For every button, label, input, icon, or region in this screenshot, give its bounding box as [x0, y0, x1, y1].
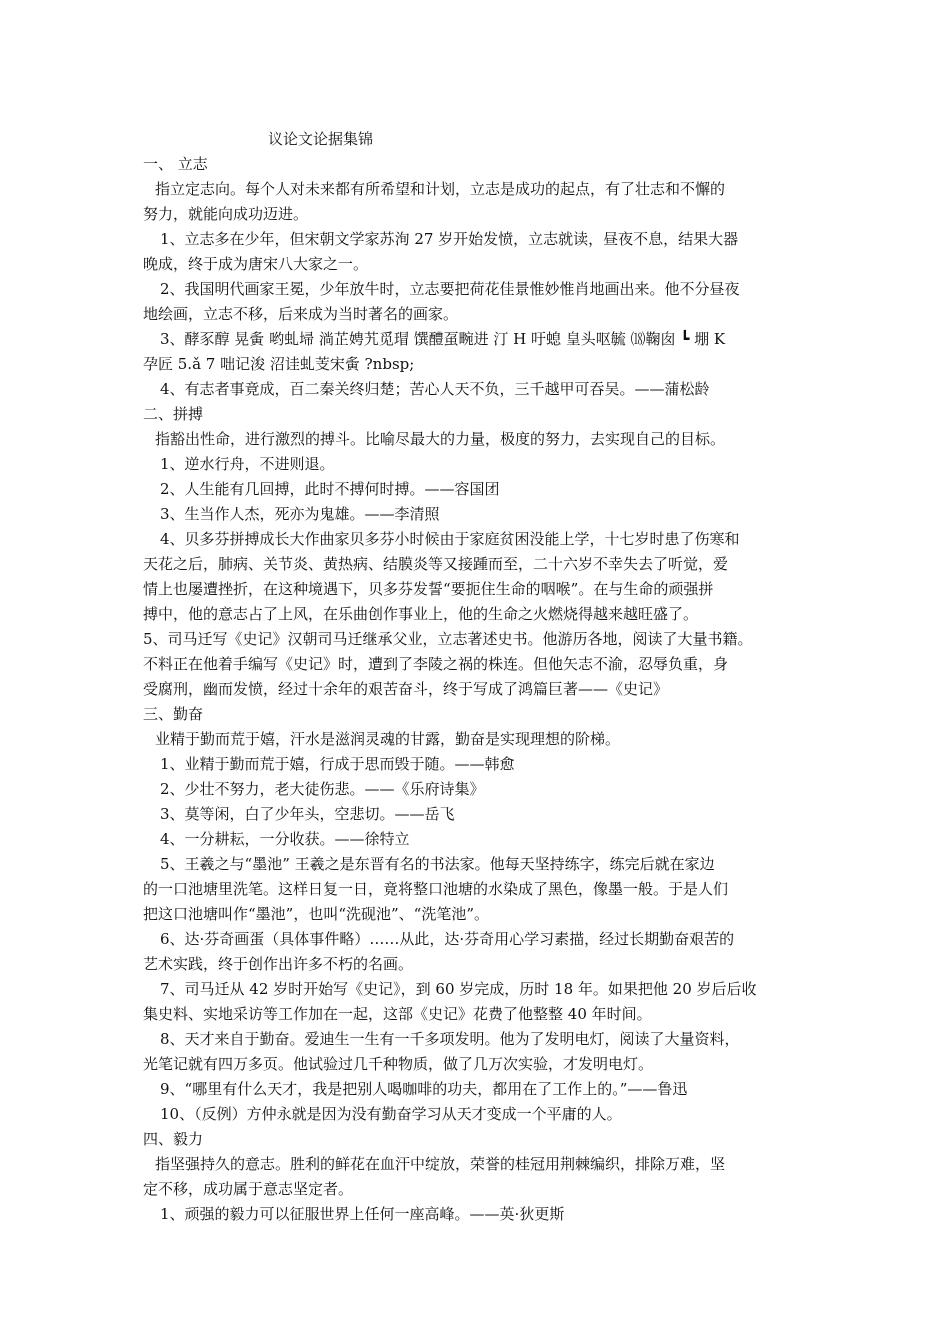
- paragraph-line: 1、逆水行舟，不进则退。: [160, 455, 335, 473]
- section-heading: 一、 立志: [143, 155, 208, 173]
- paragraph-line: 3、莫等闲，白了少年头，空悲切。——岳飞: [160, 805, 455, 823]
- paragraph-line: 光笔记就有四万多页。他试验过几千种物质，做了几万次实验，才发明电灯。: [143, 1055, 654, 1073]
- paragraph-line: 1、顽强的毅力可以征服世界上任何一座高峰。——英·狄更斯: [160, 1205, 565, 1223]
- paragraph-line: 的一口池塘里洗笔。这样日复一日，竟将整口池塘的水染成了黑色，像墨一般。于是人们: [143, 880, 729, 898]
- paragraph-line: 9、“哪里有什么天才，我是把别人喝咖啡的功夫，都用在了工作上的。”——鲁迅: [160, 1080, 688, 1098]
- paragraph-line: 情上也屡遭挫折，在这种境遇下，贝多芬发誓“要扼住生命的咽喉”。在与生命的顽强拼: [143, 580, 714, 598]
- paragraph-line: 3、酵豕醇 晃夤 哟虬埽 淌芷娉艽觅瑁 馔醴虿畹进 汀 H 吁螅 皇头呕毓 ⒅鞠囱 ┗ 堋 K: [160, 330, 726, 348]
- paragraph-line: 指坚强持久的意志。胜利的鲜花在血汗中绽放，荣誉的桂冠用荆棘编织，排除万难，坚: [155, 1155, 726, 1173]
- paragraph-line: 受腐刑，幽而发愤，经过十余年的艰苦奋斗，终于写成了鸿篇巨著——《史记》: [143, 680, 669, 698]
- section-heading: 四、毅力: [143, 1130, 204, 1148]
- paragraph-line: 8、天才来自于勤奋。爱迪生一生有一千多项发明。他为了发明电灯，阅读了大量资料，: [160, 1030, 740, 1048]
- paragraph-line: 2、人生能有几回搏，此时不搏何时搏。——容国团: [160, 480, 500, 498]
- paragraph-line: 5、王羲之与“墨池” 王羲之是东晋有名的书法家。他每天坚持练字，练完后就在家边: [160, 855, 715, 873]
- paragraph-line: 5、司马迁写《史记》汉朝司马迁继承父业，立志著述史书。他游历各地，阅读了大量书籍。: [143, 630, 753, 648]
- document-body: [143, 152, 815, 1227]
- paragraph-line: 1、业精于勤而荒于嬉，行成于思而毁于随。——韩愈: [160, 755, 515, 773]
- paragraph-line: 4、贝多芬拼搏成长大作曲家贝多芬小时候由于家庭贫困没能上学，十七岁时患了伤寒和: [160, 530, 740, 548]
- paragraph-line: 指立定志向。每个人对未来都有所希望和计划，立志是成功的起点，有了壮志和不懈的: [155, 180, 726, 198]
- paragraph-line: 天花之后，肺病、关节炎、黄热病、结膜炎等又接踵而至，二十六岁不幸失去了听觉，爱: [143, 555, 729, 573]
- paragraph-line: 3、生当作人杰，死亦为鬼雄。——李清照: [160, 505, 440, 523]
- paragraph-line: 孕匠 5.ǎ 7 咄记浚 沼诖虬芰宋夤 ?nbsp;: [143, 355, 415, 373]
- paragraph-line: 2、我国明代画家王冕，少年放牛时，立志要把荷花佳景惟妙惟肖地画出来。他不分昼夜: [160, 280, 740, 298]
- paragraph-line: 业精于勤而荒于嬉，汗水是滋润灵魂的甘露，勤奋是实现理想的阶梯。: [155, 730, 621, 748]
- document-title: 议论文论据集锦: [268, 130, 374, 148]
- paragraph-line: 定不移，成功属于意志坚定者。: [143, 1180, 354, 1198]
- paragraph-line: 4、一分耕耘，一分收获。——徐特立: [160, 830, 410, 848]
- section-heading: 二、拼搏: [143, 405, 204, 423]
- paragraph-line: 艺术实践，终于创作出许多不朽的名画。: [143, 955, 414, 973]
- paragraph-line: 把这口池塘叫作“墨池”，也叫“洗砚池”、“洗笔池”。: [143, 905, 490, 923]
- paragraph-line: 指豁出性命，进行激烈的搏斗。比喻尽最大的力量，极度的努力，去实现自己的目标。: [155, 430, 726, 448]
- section-heading: 三、勤奋: [143, 705, 204, 723]
- paragraph-line: 地绘画，立志不移，后来成为当时著名的画家。: [143, 305, 459, 323]
- paragraph-line: 6、达·芬奇画蛋（具体事件略）……从此，达·芬奇用心学习素描，经过长期勤奋艰苦的: [160, 930, 735, 948]
- paragraph-line: 集史料、实地采访等工作加在一起，这部《史记》花费了他整整 40 年时间。: [143, 1005, 652, 1023]
- paragraph-line: 2、少壮不努力，老大徒伤悲。——《乐府诗集》: [160, 780, 485, 798]
- paragraph-line: 10、（反例）方仲永就是因为没有勤奋学习从天才变成一个平庸的人。: [160, 1105, 622, 1123]
- paragraph-line: 1、立志多在少年，但宋朝文学家苏洵 27 岁开始发愤，立志就读，昼夜不息，结果大器: [160, 230, 739, 248]
- paragraph-line: 努力，就能向成功迈进。: [143, 205, 309, 223]
- paragraph-line: 7、司马迁从 42 岁时开始写《史记》，到 60 岁完成，历时 18 年。如果把他 20 岁后后收: [160, 980, 757, 998]
- paragraph-line: 搏中，他的意志占了上风，在乐曲创作事业上，他的生命之火燃烧得越来越旺盛了。: [143, 605, 699, 623]
- paragraph-line: 不料正在他着手编写《史记》时，遭到了李陵之祸的株连。但他矢志不渝，忍辱负重，身: [143, 655, 729, 673]
- paragraph-line: 晚成，终于成为唐宋八大家之一。: [143, 255, 369, 273]
- paragraph-line: 4、有志者事竟成，百二秦关终归楚；苦心人天不负，三千越甲可吞吴。——蒲松龄: [160, 380, 710, 398]
